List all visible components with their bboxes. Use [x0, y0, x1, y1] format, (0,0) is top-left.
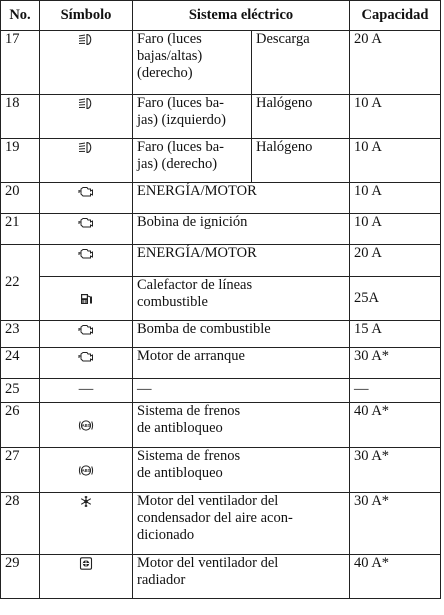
capacity-cell: 25A — [350, 277, 441, 321]
header-no: No. — [1, 1, 40, 31]
system-line: dicionado — [137, 527, 195, 543]
row-no: 27 — [1, 448, 40, 493]
capacity-cell: 30 A* — [350, 348, 441, 379]
row-no: 19 — [1, 139, 40, 183]
row-no: 24 — [1, 348, 40, 379]
system-line: Faro (luces ba- — [137, 95, 224, 111]
row-no: 29 — [1, 555, 40, 599]
system-line: jas) (izquierdo) — [137, 112, 226, 128]
system-cell — [133, 448, 350, 493]
system-cell — [133, 95, 252, 139]
system-line: Sistema de frenos — [137, 403, 241, 419]
ac-fan-icon — [78, 495, 94, 508]
system-line: condensador del aire acon- — [137, 510, 293, 526]
system-cell — [133, 403, 350, 448]
capacity-cell: 30 A* — [350, 448, 441, 493]
capacity-cell: 10 A — [350, 95, 441, 139]
abs-icon — [78, 419, 94, 432]
table-row — [1, 183, 441, 214]
capacity-cell: 40 A* — [350, 555, 441, 599]
system-line: combustible — [137, 294, 208, 310]
system-line: de antibloqueo — [137, 420, 223, 436]
header-symbol: Símbolo — [40, 1, 133, 31]
system-cell — [133, 493, 350, 555]
subtype-cell: Halógeno — [252, 139, 350, 183]
table-row — [1, 348, 441, 379]
engine-icon — [78, 216, 94, 229]
table-row — [1, 403, 441, 448]
header-row — [1, 1, 441, 31]
capacity-cell: 15 A — [350, 321, 441, 348]
system-line: Faro (luces — [137, 31, 202, 47]
engine-icon — [78, 350, 94, 363]
system-cell: Bobina de ignición — [133, 214, 350, 245]
capacity-cell: 10 A — [350, 183, 441, 214]
engine-icon — [78, 185, 94, 198]
capacity-cell: 40 A* — [350, 403, 441, 448]
system-line: Faro (luces ba- — [137, 139, 224, 155]
system-cell — [133, 139, 252, 183]
table-row — [1, 277, 441, 321]
system-line: Calefactor de líneas — [137, 277, 253, 293]
system-cell: Motor de arranque — [133, 348, 350, 379]
headlight-icon — [78, 97, 94, 110]
system-cell: ENERGÍA/MOTOR — [133, 245, 350, 277]
fuel-line-heater-icon — [78, 292, 94, 305]
table-row — [1, 214, 441, 245]
system-line: jas) (derecho) — [137, 156, 218, 172]
radiator-fan-icon — [78, 557, 94, 570]
table-row — [1, 95, 441, 139]
table-row — [1, 379, 441, 403]
row-no: 20 — [1, 183, 40, 214]
row-no: 25 — [1, 379, 40, 403]
header-capacity: Capacidad — [350, 1, 441, 31]
table-row — [1, 139, 441, 183]
row-no: 26 — [1, 403, 40, 448]
abs-icon — [78, 464, 94, 477]
table-row — [1, 321, 441, 348]
system-line: de antibloqueo — [137, 465, 223, 481]
engine-icon — [78, 247, 94, 260]
system-cell: Bomba de combustible — [133, 321, 350, 348]
row-no: 17 — [1, 31, 40, 95]
capacity-cell: 10 A — [350, 214, 441, 245]
header-system: Sistema eléctrico — [133, 1, 350, 31]
table-row — [1, 448, 441, 493]
system-line: (derecho) — [137, 65, 193, 81]
system-cell: ENERGÍA/MOTOR — [133, 183, 350, 214]
row-no: 23 — [1, 321, 40, 348]
system-line: Motor del ventilador del — [137, 555, 279, 571]
row-no: 22 — [1, 245, 40, 321]
svg-text:ABS: ABS — [81, 467, 91, 473]
engine-icon — [78, 323, 94, 336]
capacity-cell: 20 A — [350, 245, 441, 277]
headlight-icon — [78, 33, 94, 46]
capacity-cell: 30 A* — [350, 493, 441, 555]
table-row — [1, 31, 441, 95]
svg-text:ABS: ABS — [81, 422, 91, 428]
headlight-icon — [78, 141, 94, 154]
table-row — [1, 245, 441, 277]
subtype-cell: Halógeno — [252, 95, 350, 139]
subtype-cell: Descarga — [252, 31, 350, 95]
table-row — [1, 493, 441, 555]
capacity-cell: — — [350, 379, 441, 403]
system-line: bajas/altas) — [137, 48, 203, 64]
system-cell — [133, 31, 252, 95]
system-line: Sistema de frenos — [137, 448, 241, 464]
system-cell: — — [133, 379, 350, 403]
row-no: 18 — [1, 95, 40, 139]
dash-icon: — — [40, 379, 133, 403]
system-cell — [133, 555, 350, 599]
row-no: 21 — [1, 214, 40, 245]
capacity-cell: 10 A — [350, 139, 441, 183]
system-line: radiador — [137, 572, 186, 588]
table-row — [1, 555, 441, 599]
system-line: Motor del ventilador del — [137, 493, 279, 509]
system-cell — [133, 277, 350, 321]
row-no: 28 — [1, 493, 40, 555]
capacity-cell: 20 A — [350, 31, 441, 95]
